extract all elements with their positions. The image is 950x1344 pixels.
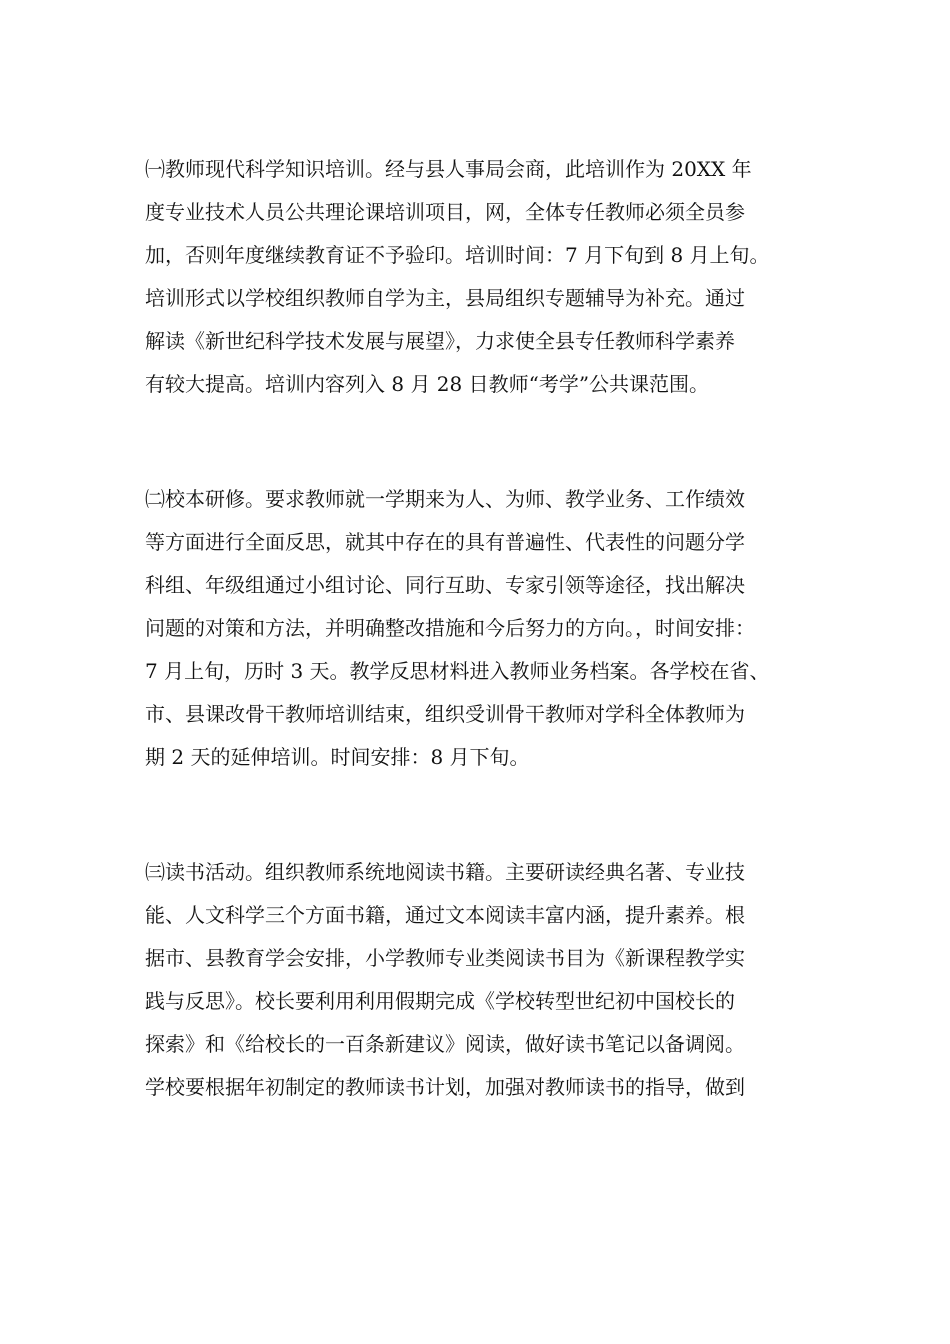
text-line: 探索》和《给校长的一百条新建议》阅读，做好读书笔记以备调阅。 <box>145 1032 745 1056</box>
paragraph-school-based-study <box>145 478 815 779</box>
text-line: 问题的对策和方法，并明确整改措施和今后努力的方向。，时间安排： <box>145 616 755 640</box>
text-line: 培训形式以学校组织教师自学为主，县局组织专题辅导为补充。通过 <box>145 286 745 310</box>
text-line: 期 2 天的延伸培训。时间安排：8 月下旬。 <box>145 745 530 769</box>
text-line: 践与反思》。校长要利用利用假期完成《学校转型世纪初中国校长的 <box>145 989 735 1013</box>
paragraph-spacer <box>145 406 815 478</box>
text-line: 7 月上旬，历时 3 天。教学反思材料进入教师业务档案。各学校在省、 <box>145 659 770 683</box>
text-line: 度专业技术人员公共理论课培训项目，网，全体专任教师必须全员参 <box>145 200 745 224</box>
paragraph-spacer <box>145 779 815 851</box>
text-line: 学校要根据年初制定的教师读书计划，加强对教师读书的指导，做到 <box>145 1075 745 1099</box>
paragraph-science-training <box>145 148 815 406</box>
text-line: 能、人文科学三个方面书籍，通过文本阅读丰富内涵，提升素养。根 <box>145 903 745 927</box>
text-line: ㈢读书活动。组织教师系统地阅读书籍。主要研读经典名著、专业技 <box>145 860 745 884</box>
document-body <box>145 148 815 1109</box>
text-line: ㈡校本研修。要求教师就一学期来为人、为师、教学业务、工作绩效 <box>145 487 745 511</box>
text-line: 解读《新世纪科学技术发展与展望》，力求使全县专任教师科学素养 <box>145 329 735 353</box>
paragraph-reading-activity <box>145 851 815 1109</box>
text-line: 加，否则年度继续教育证不予验印。培训时间：7 月下旬到 8 月上旬。 <box>145 243 770 267</box>
text-line: 据市、县教育学会安排，小学教师专业类阅读书目为《新课程教学实 <box>145 946 745 970</box>
text-line: 有较大提高。培训内容列入 8 月 28 日教师“考学”公共课范围。 <box>145 372 710 396</box>
text-line: 等方面进行全面反思，就其中存在的具有普遍性、代表性的问题分学 <box>145 530 745 554</box>
text-line: 市、县课改骨干教师培训结束，组织受训骨干教师对学科全体教师为 <box>145 702 745 726</box>
text-line: ㈠教师现代科学知识培训。经与县人事局会商，此培训作为 20XX 年 <box>145 157 752 181</box>
text-line: 科组、年级组通过小组讨论、同行互助、专家引领等途径，找出解决 <box>145 573 745 597</box>
